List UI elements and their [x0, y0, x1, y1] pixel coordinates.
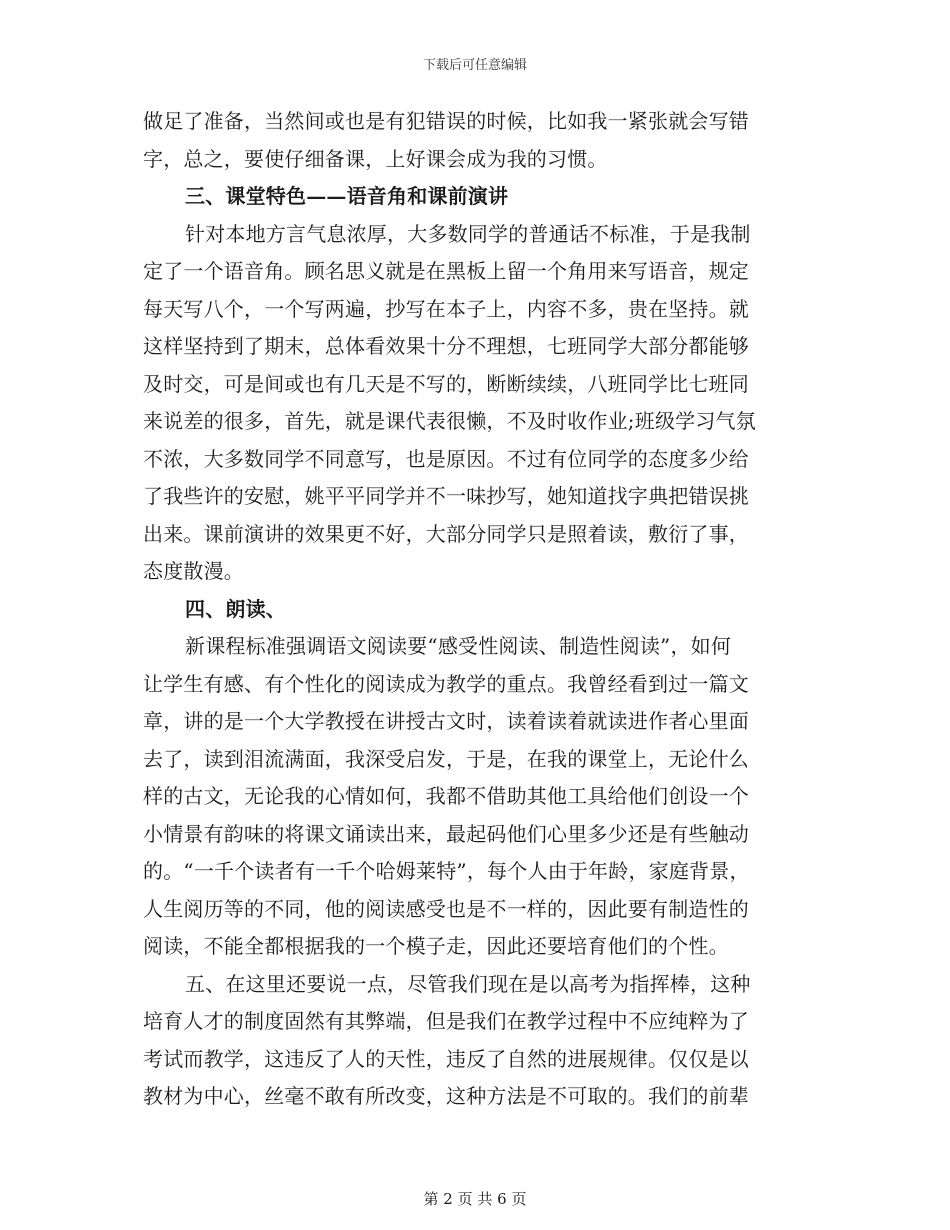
text-line: 每天写八个，一个写两遍，抄写在本子上，内容不多，贵在坚持。就: [143, 296, 749, 321]
heading-text: 三、课堂特色——语音角和课前演讲: [185, 184, 509, 208]
text-line: 让学生有感、有个性化的阅读成为教学的重点。我曾经看到过一篇文: [143, 671, 749, 696]
text-line: 针对本地方言气息浓厚，大多数同学的普通话不标准，于是我制: [185, 221, 751, 246]
text-line: 小情景有韵味的将课文诵读出来，最起码他们心里多少还是有些触动: [143, 821, 749, 846]
text-line: 了我些许的安慰，姚平平同学并不一味抄写，她知道找字典把错误挑: [143, 484, 749, 508]
text-line: 做足了准备，当然间或也是有犯错误的时候，比如我一紧张就会写错: [143, 109, 749, 133]
paragraph-preparation: [143, 103, 807, 178]
page-header: 下载后可任意编辑: [422, 58, 527, 73]
paragraph-reading: [143, 628, 807, 966]
text-line: 及时交，可是间或也有几天是不写的，断断续续，八班同学比七班同: [143, 371, 749, 396]
paragraph-exam-oriented-teaching: [143, 966, 807, 1116]
page-number: 第 2 页 共 6 页: [423, 1190, 527, 1208]
text-line: 教材为中心，丝毫不敢有所改变，这种方法是不可取的。我们的前辈: [143, 1084, 749, 1108]
text-line: 新课程标准强调语文阅读要“感受性阅读、制造性阅读”，如何: [185, 634, 732, 658]
text-line: 这样坚持到了期末，总体看效果十分不理想，七班同学大部分都能够: [143, 334, 749, 358]
text-line: 考试而教学，这违反了人的天性，违反了自然的进展规律。仅仅是以: [143, 1046, 749, 1071]
text-line: 样的古文，无论我的心情如何，我都不借助其他工具给他们创设一个: [143, 784, 749, 808]
text-line: 去了，读到泪流满面，我深受启发，于是，在我的课堂上，无论什么: [143, 746, 749, 771]
heading-text: 四、朗读、: [185, 596, 286, 621]
text-line: 定了一个语音角。顾名思义就是在黑板上留一个角用来写语音，规定: [143, 259, 749, 283]
text-line: 不浓，大多数同学不同意写，也是原因。不过有位同学的态度多少给: [143, 446, 749, 471]
text-line: 态度散漫。: [143, 559, 244, 583]
paragraph-pronunciation-corner: [143, 216, 807, 591]
text-line: 人生阅历等的不同，他的阅读感受也是不一样的，因此要有制造性的: [143, 896, 749, 921]
section-heading-classroom-features: [143, 178, 807, 216]
text-line: 五、在这里还要说一点，尽管我们现在是以高考为指挥棒，这种: [185, 971, 751, 996]
text-line: 出来。课前演讲的效果更不好，大部分同学只是照着读，敷衍了事，: [143, 521, 749, 546]
section-heading-reading-aloud: [143, 591, 807, 629]
document-body: [143, 103, 807, 1116]
text-line: 字，总之，要使仔细备课，上好课会成为我的习惯。: [143, 146, 608, 171]
text-line: 章，讲的是一个大学教授在讲授古文时，读着读着就读进作者心里面: [143, 709, 749, 733]
text-line: 阅读，不能全都根据我的一个模子走，因此还要培育他们的个性。: [143, 934, 729, 958]
text-line: 培育人才的制度固然有其弊端，但是我们在教学过程中不应纯粹为了: [143, 1009, 749, 1033]
text-line: 的。“一千个读者有一千个哈姆莱特”，每个人由于年龄，家庭背景，: [143, 859, 750, 883]
text-line: 来说差的很多，首先，就是课代表很懒，不及时收作业;班级学习气氛: [143, 409, 756, 433]
